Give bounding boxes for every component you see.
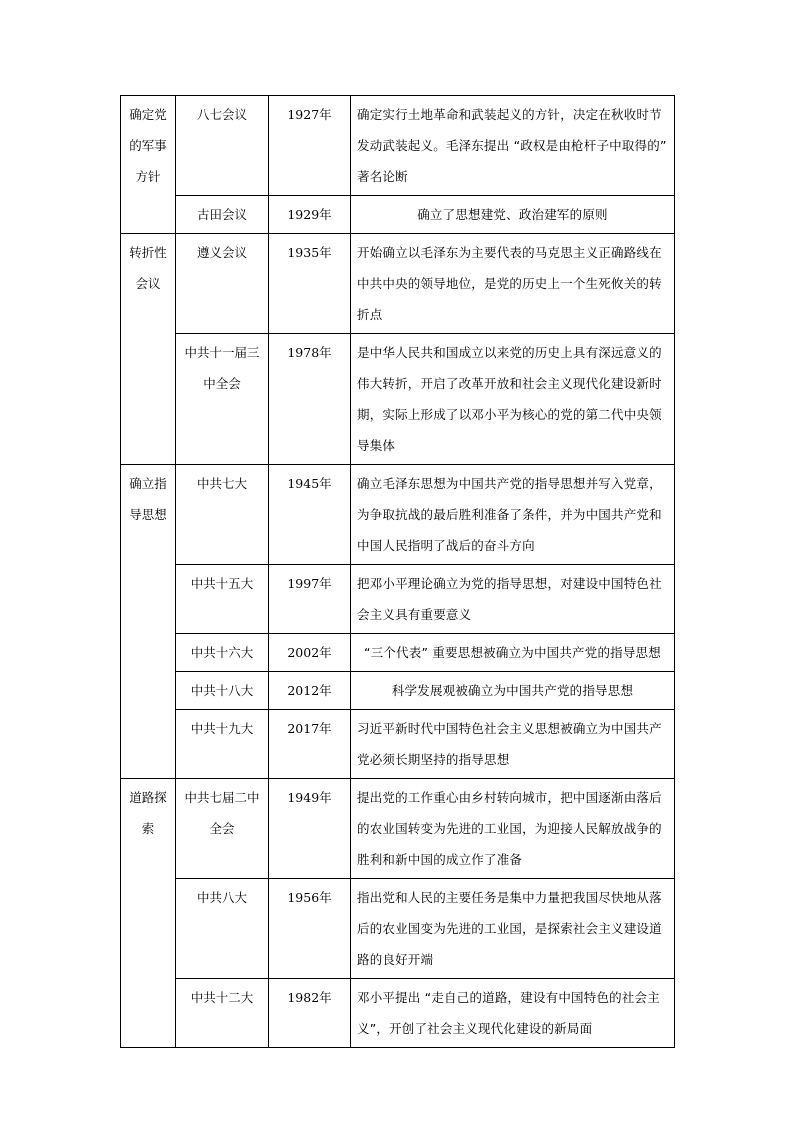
year-cell: 1929年 bbox=[269, 196, 351, 234]
description-cell: 指出党和人民的主要任务是集中力量把我国尽快地从落后的农业国变为先进的工业国，是探索社会主义建设道路的良好开端 bbox=[351, 879, 675, 979]
table-row bbox=[121, 96, 675, 196]
description-cell: 确立毛泽东思想为中国共产党的指导思想并写入党章，为争取抗战的最后胜利准备了条件，并为中国共产党和中国人民指明了战后的奋斗方向 bbox=[351, 465, 675, 565]
meeting-cell: 中共十六大 bbox=[176, 634, 269, 672]
year-cell: 2017年 bbox=[269, 710, 351, 779]
meeting-cell: 中共十九大 bbox=[176, 710, 269, 779]
meeting-cell: 遵义会议 bbox=[176, 234, 269, 334]
table-row bbox=[121, 634, 675, 672]
meeting-cell: 中共十八大 bbox=[176, 672, 269, 710]
year-cell: 1997年 bbox=[269, 565, 351, 634]
meeting-cell: 中共十五大 bbox=[176, 565, 269, 634]
history-meetings-table bbox=[120, 95, 675, 1048]
description-cell: 开始确立以毛泽东为主要代表的马克思主义正确路线在中共中央的领导地位，是党的历史上一个生死攸关的转折点 bbox=[351, 234, 675, 334]
table-row bbox=[121, 465, 675, 565]
description-cell: “三个代表” 重要思想被确立为中国共产党的指导思想 bbox=[351, 634, 675, 672]
description-cell: 邓小平提出 “走自己的道路，建设有中国特色的社会主义”，开创了社会主义现代化建设的新局面 bbox=[351, 979, 675, 1048]
meeting-cell: 中共七届二中全会 bbox=[176, 779, 269, 879]
table-row bbox=[121, 234, 675, 334]
description-cell: 提出党的工作重心由乡村转向城市，把中国逐渐由落后的农业国转变为先进的工业国，为迎接人民解放战争的胜利和新中国的成立作了准备 bbox=[351, 779, 675, 879]
table-row bbox=[121, 979, 675, 1048]
table-row bbox=[121, 879, 675, 979]
year-cell: 1949年 bbox=[269, 779, 351, 879]
year-cell: 1927年 bbox=[269, 96, 351, 196]
description-cell: 确立了思想建党、政治建军的原则 bbox=[351, 196, 675, 234]
description-cell: 把邓小平理论确立为党的指导思想，对建设中国特色社会主义具有重要意义 bbox=[351, 565, 675, 634]
meeting-cell: 中共七大 bbox=[176, 465, 269, 565]
category-cell: 确定党的军事方针 bbox=[121, 96, 176, 234]
year-cell: 1945年 bbox=[269, 465, 351, 565]
table-row bbox=[121, 779, 675, 879]
meeting-cell: 中共十二大 bbox=[176, 979, 269, 1048]
category-cell: 转折性会议 bbox=[121, 234, 176, 465]
meeting-cell: 八七会议 bbox=[176, 96, 269, 196]
description-cell: 确定实行土地革命和武装起义的方针，决定在秋收时节发动武装起义。毛泽东提出 “政权是由枪杆子中取得的” 著名论断 bbox=[351, 96, 675, 196]
year-cell: 2002年 bbox=[269, 634, 351, 672]
meeting-cell: 中共十一届三中全会 bbox=[176, 334, 269, 465]
table-row bbox=[121, 672, 675, 710]
description-cell: 是中华人民共和国成立以来党的历史上具有深远意义的伟大转折，开启了改革开放和社会主义现代化建设新时期，实际上形成了以邓小平为核心的党的第二代中央领导集体 bbox=[351, 334, 675, 465]
year-cell: 1935年 bbox=[269, 234, 351, 334]
table-row bbox=[121, 196, 675, 234]
category-cell: 确立指导思想 bbox=[121, 465, 176, 779]
year-cell: 1978年 bbox=[269, 334, 351, 465]
meeting-cell: 中共八大 bbox=[176, 879, 269, 979]
category-cell: 道路探索 bbox=[121, 779, 176, 1048]
year-cell: 1982年 bbox=[269, 979, 351, 1048]
year-cell: 2012年 bbox=[269, 672, 351, 710]
table-row bbox=[121, 565, 675, 634]
description-cell: 科学发展观被确立为中国共产党的指导思想 bbox=[351, 672, 675, 710]
table-row bbox=[121, 710, 675, 779]
description-cell: 习近平新时代中国特色社会主义思想被确立为中国共产党必须长期坚持的指导思想 bbox=[351, 710, 675, 779]
meeting-cell: 古田会议 bbox=[176, 196, 269, 234]
year-cell: 1956年 bbox=[269, 879, 351, 979]
table-row bbox=[121, 334, 675, 465]
